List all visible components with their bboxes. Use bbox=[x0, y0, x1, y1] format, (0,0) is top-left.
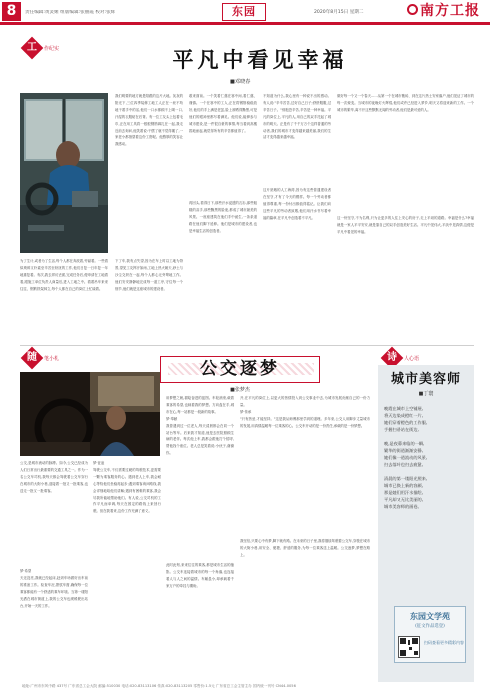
feature2-col-3: 用梦想之帆,描绘奋进的蓝图。车轮滚滚,载着乘客的希望,也载着我的梦想。方向盘在手,城市在心,每一站都是一段新的故事。 梦·奉献 我曾遇到过一位老人,每天清晨都会在同一个站台等车。后来我才知道,他是去医院照顾生病的老伴。每次他上车,我都会跟他打个招呼,帮他找个座位。老人总是笑着说:小伙子,谢谢你。 bbox=[166, 396, 234, 456]
feature2-col-2: 梦·征途 驾驶公交车,不仅需要过硬的驾驶技术,更需要一颗为乘客服务的心。遇到老人上车,我会耐心等待他们坐稳再起步;遇到乘客询问路线,我会详细地给他们讲解;遇到有困难的乘客,我会尽我所能地帮助他们。有人说,公交司机的工作平凡而单调,每天在固定的路线上来回行驶。但在我看来,这份工作充满了意义。 bbox=[93, 461, 161, 514]
brand-name: 南方工报 bbox=[420, 3, 480, 19]
poem-line bbox=[384, 433, 470, 440]
feature2-col-1b: 梦·希望 天还没亮,我就已经起床,赶到车场做好出车前的准备工作。检查车况,擦拭车窗,确保每一位乘客都能有一个舒适的乘车环境。当第一缕阳光洒在城市街道上,我的公交车也缓缓驶出站台,开始一天的工作。 bbox=[20, 569, 88, 608]
feature1-col-2: 我们明要的地方就是陪跟的这片大地。灰灰的阳光下,三位四季装修工地工人正在一丝不苟地干着手中的活,他们一口水都顾不上喝一口,汗湿的衣服贴在后背。有一位工友头上包着毛巾,正在用工具将一根根钢筋绑扎在一起,我走近前去询问,他笑着说:干惯了就不觉得累了,一家老小都指望着这份工资呢。他憨厚的笑容让我感动。 bbox=[115, 94, 183, 147]
feature1-col-1: 为了生计,或者为了生活,每个人都在奔波着,劳碌着。一些看似琐碎又朴素至辛苦至纷扰的工作,他们日复一日年复一年地重复着。有次,我去拜访丢面,完成任务后,便申请在工地看看,跟施工单位负责人商量后,进入工地之中。看着吊车来来往往、钢筋铁架林立,每个人都在自己的岗位上忙碌着。 bbox=[20, 259, 108, 291]
poem-line: 城市已换上新的容颜, bbox=[384, 483, 424, 488]
feature1-col-4: 不知道为什么,我心里有一种说不出的感动。有人说:"辛辛苦苦,过好自己日子;舒舒服服,过辛苦日子。"别抱怨辛苦,辛苦是一种幸福。平凡的岗位上,平凡的人,用自己的双手托起了城市的明天。正是有了千千万万个这样普通的劳动者,我们的城市才变得越来越美丽,我们的生活才变得越来越幸福。 bbox=[263, 94, 331, 140]
feature1-col-4b: 这片宽敞的人工海湾,因为有这些普通建设者在坚守,才有了今天的模样。每一个劳动者都值得尊重,每一份付出都值得铭记。让我们向这些平凡的劳动者致敬,他们用汗水书写着幸福的篇章,在平凡中创造着不平凡。 bbox=[263, 188, 331, 220]
poem-author: ■丁寰 bbox=[418, 391, 434, 397]
poem-line: 将天边染成橙红一片, bbox=[384, 413, 424, 418]
poem-line: 城市美容师的画卷。 bbox=[384, 504, 422, 509]
header-rule bbox=[0, 22, 490, 25]
rubric-work-label: 作纪实 bbox=[44, 46, 60, 52]
stamp-subtitle: (征文作品选登) bbox=[415, 624, 445, 629]
issue-date: 2020年8月15日 星期二 bbox=[314, 10, 364, 15]
poem-line: 平凡却又无比美丽的, bbox=[384, 497, 424, 502]
poem-body bbox=[384, 405, 470, 600]
rubric-poem-badge: 诗 bbox=[381, 347, 404, 370]
feature2-col-1: 公交,是城市流动的脉搏。如今,公交已经成为人们日常出行最重要的交通工具之一。作为一名公交车司机,我每天都会驾驶着公交车穿行在城市的大街小巷,迎接着一批又一批乘客,也送走一批又一批乘客。 bbox=[20, 461, 88, 493]
poem-line: 她们穿着橙色的工作服, bbox=[384, 420, 428, 425]
qr-code-icon[interactable] bbox=[398, 636, 420, 658]
poem-line: 那是她们用汗水描绘, bbox=[384, 490, 424, 495]
rubric-essay-badge: 随 bbox=[21, 347, 44, 370]
feature1-col-5b: 这一份坚守,不为名利,只为让更多的人住上安心的房子,走上平坦的道路。幸福是什么?幸福就是一家人平平安安,就是靠自己的双手创造美好生活。平凡中见伟大,平淡中见真情,这便是平凡中看见的幸福。 bbox=[337, 216, 474, 234]
feature2-col-3b: 此时此刻,来来往往的乘客,都是城市生活的缩影。公交车连接着城市的每一个角落,也连接着人与人之间的温情。车厢虽小,却承载着千家万户的牵挂与期盼。 bbox=[166, 563, 234, 588]
feature1-col-3: 敢来面前。一个笑着仁慈在寒中间,看仁慈、谨慎。一个在寒中的工人,正在将钢筋稳稳放好,他们的手上满是老茧,脸上被晒得黝黑,可是他们的眼神里都写着满足。他们说,能够参与城市建设,是一件很自豪的事情,每当看到高楼拔地而起,就觉得所有的辛苦都值得了。 bbox=[189, 94, 257, 133]
feature1-col-1b: 下了车,我有点失望,因为在车上时以工地为背景,望见工友挥汗如雨,工地上热火朝天,砂土与沙尘交织在一起,每个人都心无旁骛地工作。他们安安静静地完成每一道工序,守住每一个细节,他们就是这座城市的建设者。 bbox=[115, 259, 183, 291]
poem-line: 晚霞在城市上空铺展, bbox=[384, 406, 424, 411]
section-divider bbox=[20, 345, 474, 346]
feature2-headline: 公交逐梦 bbox=[200, 359, 280, 379]
stamp-title: 东园文学苑 bbox=[410, 612, 450, 621]
newspaper-brand bbox=[405, 1, 487, 21]
poem-title: 城市美容师 bbox=[390, 372, 461, 387]
footer-info: 地址:广州市东风中路 437号 广东省总工会大院 邮编:510030 电话:020-83113106 传真:020-83113205 零售价:1.5元 广东省总工会主管主办 国内统一刊号 CN44-0056 bbox=[22, 684, 296, 688]
feature1-byline: ■邓晓春 bbox=[230, 79, 251, 85]
poem-line: 繁华的街道渐渐安静, bbox=[384, 448, 424, 453]
poem-line: 清晨的第一缕阳光照来, bbox=[384, 476, 428, 481]
feature1-headline: 平凡中看见幸福 bbox=[172, 47, 348, 72]
page-number: 8 bbox=[2, 2, 21, 21]
poem-line: 她们像一道流动的风景, bbox=[384, 455, 428, 460]
editor-credits: 责任编辑:黄灵姬 组版编辑:张丽霞 校对:张辉 bbox=[25, 10, 116, 15]
feature1-col-3b: 再回头,看得日下,那些汗水浸透的衣衫,那些粗糙的双手,那些黝黑的脸庞,都成了城市最美的风景。一座座建筑在他们手中诞生,一条条道路在他们脚下延伸。他们是城市的建设者,也是幸福生活的创造者。 bbox=[189, 201, 257, 233]
poem-line: 扫去落叶也扫去疲惫, bbox=[384, 462, 424, 467]
feature2-col-4b: 我坚信,只要心中有梦,脚下就有路。在未来的日子里,我将继续驾驶着公交车,穿梭在城市的大街小巷,用安全、便捷、舒适的服务,为每一位乘客送上温暖。公交逐梦,梦想在路上。 bbox=[240, 539, 370, 557]
worker-photo bbox=[20, 93, 108, 253]
poem-line: 手握扫帚站在街边, bbox=[384, 427, 419, 432]
feature2-byline: ■张梦杰 bbox=[230, 387, 250, 393]
poem-line: 晚,是夜幕来临的一瞬, bbox=[384, 441, 425, 446]
bus-driver-photo bbox=[20, 372, 160, 456]
feature2-col-4: 开,在平凡的岗位上,以更大的热情投入到公交事业中去,为城市发展贡献自己的一份力量。 梦·传承 "只有热爱,才能坚持。"这是我从师傅那里学到的道理。多年来,公交人用脚步丈量城市的发展,用真情温暖每一位乘客的心。公交车开动的是一份责任,承载的是一份梦想。 bbox=[240, 396, 370, 428]
rubric-poem-label: 人心语 bbox=[404, 356, 420, 362]
rubric-work-badge: 工 bbox=[21, 37, 44, 60]
poem-line bbox=[384, 468, 470, 475]
stamp-note: 扫码查看更多精彩内容 bbox=[424, 640, 464, 645]
rubric-essay-label: 笔小札 bbox=[44, 356, 60, 362]
feature1-col-5: 做好每一个又一个春天……从第一个在城市搬砖、到在这片热土安家落户,他们见证了城市的每一次蜕变。当城市的夜晚灯火辉煌,他们或许已经进入梦乡,明天又将迎来新的工作。一个城市的繁华,离不开这些默默无闻的劳动者,他们是最可爱的人。 bbox=[337, 94, 474, 112]
section-name: 东园 bbox=[222, 3, 266, 21]
